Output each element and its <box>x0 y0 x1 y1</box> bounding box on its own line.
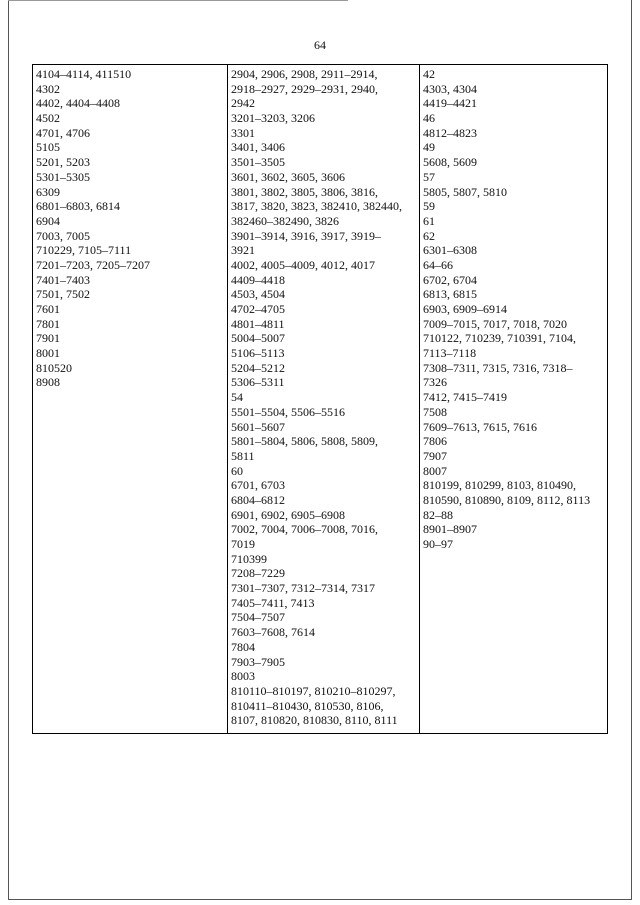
table-entry: 4503, 4504 <box>231 287 285 302</box>
table-entry: 4409–4418 <box>231 272 285 287</box>
table-entry: 5805, 5807, 5810 <box>423 184 507 199</box>
table-entry: 6301–6308 <box>423 243 477 258</box>
table-entry: 7504–7507 <box>231 610 285 625</box>
table-entry: 5608, 5609 <box>423 155 477 170</box>
table-entry: 7609–7613, 7615, 7616 <box>423 419 537 434</box>
table-entry: 2918–2927, 2929–2931, 2940, <box>231 81 378 96</box>
table-entry: 5105 <box>36 140 60 155</box>
table-entry: 6701, 6703 <box>231 478 285 493</box>
table-entry: 810199, 810299, 8103, 810490, <box>423 478 576 493</box>
table-entry: 3817, 3820, 3823, 382410, 382440, <box>231 199 402 214</box>
table-entry: 7806 <box>423 434 447 449</box>
table-entry: 5811 <box>231 448 255 463</box>
table-entry: 5201, 5203 <box>36 155 90 170</box>
table-entry: 8001 <box>36 346 60 361</box>
table-entry: 57 <box>423 169 435 184</box>
table-entry: 8908 <box>36 375 60 390</box>
table-entry: 4502 <box>36 111 60 126</box>
table-entry: 4002, 4005–4009, 4012, 4017 <box>231 257 375 272</box>
table-entry: 5601–5607 <box>231 419 285 434</box>
table-entry: 5801–5804, 5806, 5808, 5809, <box>231 434 378 449</box>
table-entry: 7208–7229 <box>231 566 285 581</box>
table-entry: 4402, 4404–4408 <box>36 96 120 111</box>
table-entry: 5204–5212 <box>231 360 285 375</box>
table-entry: 7901 <box>36 331 60 346</box>
table-entry: 7412, 7415–7419 <box>423 390 507 405</box>
table-entry: 42 <box>423 67 435 81</box>
table-entry: 8003 <box>231 669 255 684</box>
table-entry: 7801 <box>36 316 60 331</box>
table-entry: 7903–7905 <box>231 654 285 669</box>
table-entry: 6309 <box>36 184 60 199</box>
table-entry: 5106–5113 <box>231 346 285 361</box>
table-entry: 3801, 3802, 3805, 3806, 3816, <box>231 184 378 199</box>
table-entry: 4104–4114, 411510 <box>36 67 132 81</box>
table-entry: 7201–7203, 7205–7207 <box>36 257 150 272</box>
scan-edge-line <box>8 0 348 1</box>
table-entry: 60 <box>231 463 243 478</box>
table-entry: 3921 <box>231 243 255 258</box>
table-entry: 2942 <box>231 96 255 111</box>
table-entry: 82–88 <box>423 507 453 522</box>
table-entry: 7019 <box>231 537 255 551</box>
table-entry: 6702, 6704 <box>423 272 477 287</box>
table-entry: 7326 <box>423 375 447 390</box>
page-number: 64 <box>314 38 326 52</box>
table-entry: 5301–5305 <box>36 169 90 184</box>
table-entry: 8107, 810820, 810830, 8110, 8111 <box>231 713 398 728</box>
table-entry: 8007 <box>423 463 447 478</box>
table-entry: 7501, 7502 <box>36 287 90 302</box>
table-entry: 4303, 4304 <box>423 81 477 96</box>
table-entry: 61 <box>423 213 435 228</box>
table-entry: 4801–4811 <box>231 316 285 331</box>
table-entry: 4419–4421 <box>423 96 477 111</box>
table-entry: 54 <box>231 390 243 405</box>
table-entry: 7601 <box>36 302 60 316</box>
table-entry: 382460–382490, 3826 <box>231 213 339 228</box>
table-column-3 <box>420 65 607 733</box>
table-entry: 6801–6803, 6814 <box>36 199 120 214</box>
table-entry: 7603–7608, 7614 <box>231 625 315 640</box>
table-entry: 90–97 <box>423 537 453 551</box>
table-entry: 5306–5311 <box>231 375 285 390</box>
table-entry: 5004–5007 <box>231 331 285 346</box>
table-entry: 3401, 3406 <box>231 140 285 155</box>
table-entry: 59 <box>423 199 435 214</box>
table-entry: 6804–6812 <box>231 492 285 507</box>
table-entry: 46 <box>423 111 435 126</box>
table-entry: 3301 <box>231 125 255 140</box>
table-entry: 62 <box>423 228 435 243</box>
table-column-2 <box>228 65 420 733</box>
table-entry: 810411–810430, 810530, 8106, <box>231 698 384 713</box>
table-entry: 810110–810197, 810210–810297, <box>231 683 396 698</box>
table-entry: 5501–5504, 5506–5516 <box>231 404 345 419</box>
table-entry: 3201–3203, 3206 <box>231 111 315 126</box>
table-entry: 7009–7015, 7017, 7018, 7020 <box>423 316 567 331</box>
table-entry: 49 <box>423 140 435 155</box>
code-index-table <box>32 64 608 734</box>
table-entry: 710399 <box>231 551 267 566</box>
table-entry: 3901–3914, 3916, 3917, 3919– <box>231 228 381 243</box>
table-entry: 810590, 810890, 8109, 8112, 8113 <box>423 492 591 507</box>
table-entry: 3601, 3602, 3605, 3606 <box>231 169 345 184</box>
table-entry: 710122, 710239, 710391, 7104, <box>423 331 576 346</box>
table-entry: 4302 <box>36 81 60 96</box>
table-entry: 710229, 7105–7111 <box>36 243 132 258</box>
table-entry: 4812–4823 <box>423 125 477 140</box>
table-entry: 6904 <box>36 213 60 228</box>
table-entry: 7804 <box>231 639 255 654</box>
table-entry: 7405–7411, 7413 <box>231 595 315 610</box>
table-entry: 7401–7403 <box>36 272 90 287</box>
table-entry: 7002, 7004, 7006–7008, 7016, <box>231 522 378 537</box>
table-entry: 6901, 6902, 6905–6908 <box>231 507 345 522</box>
table-entry: 7308–7311, 7315, 7316, 7318– <box>423 360 573 375</box>
table-entry: 7508 <box>423 404 447 419</box>
table-entry: 64–66 <box>423 257 453 272</box>
table-entry: 3501–3505 <box>231 155 285 170</box>
table-entry: 2904, 2906, 2908, 2911–2914, <box>231 67 378 81</box>
table-entry: 6813, 6815 <box>423 287 477 302</box>
table-column-1 <box>33 65 228 733</box>
table-entry: 810520 <box>36 360 72 375</box>
table-entry: 6903, 6909–6914 <box>423 302 507 316</box>
table-entry: 4701, 4706 <box>36 125 90 140</box>
table-entry: 7003, 7005 <box>36 228 90 243</box>
table-entry: 8901–8907 <box>423 522 477 537</box>
table-entry: 4702–4705 <box>231 302 285 316</box>
table-entry: 7113–7118 <box>423 346 477 361</box>
table-entry: 7301–7307, 7312–7314, 7317 <box>231 581 375 596</box>
table-entry: 7907 <box>423 448 447 463</box>
